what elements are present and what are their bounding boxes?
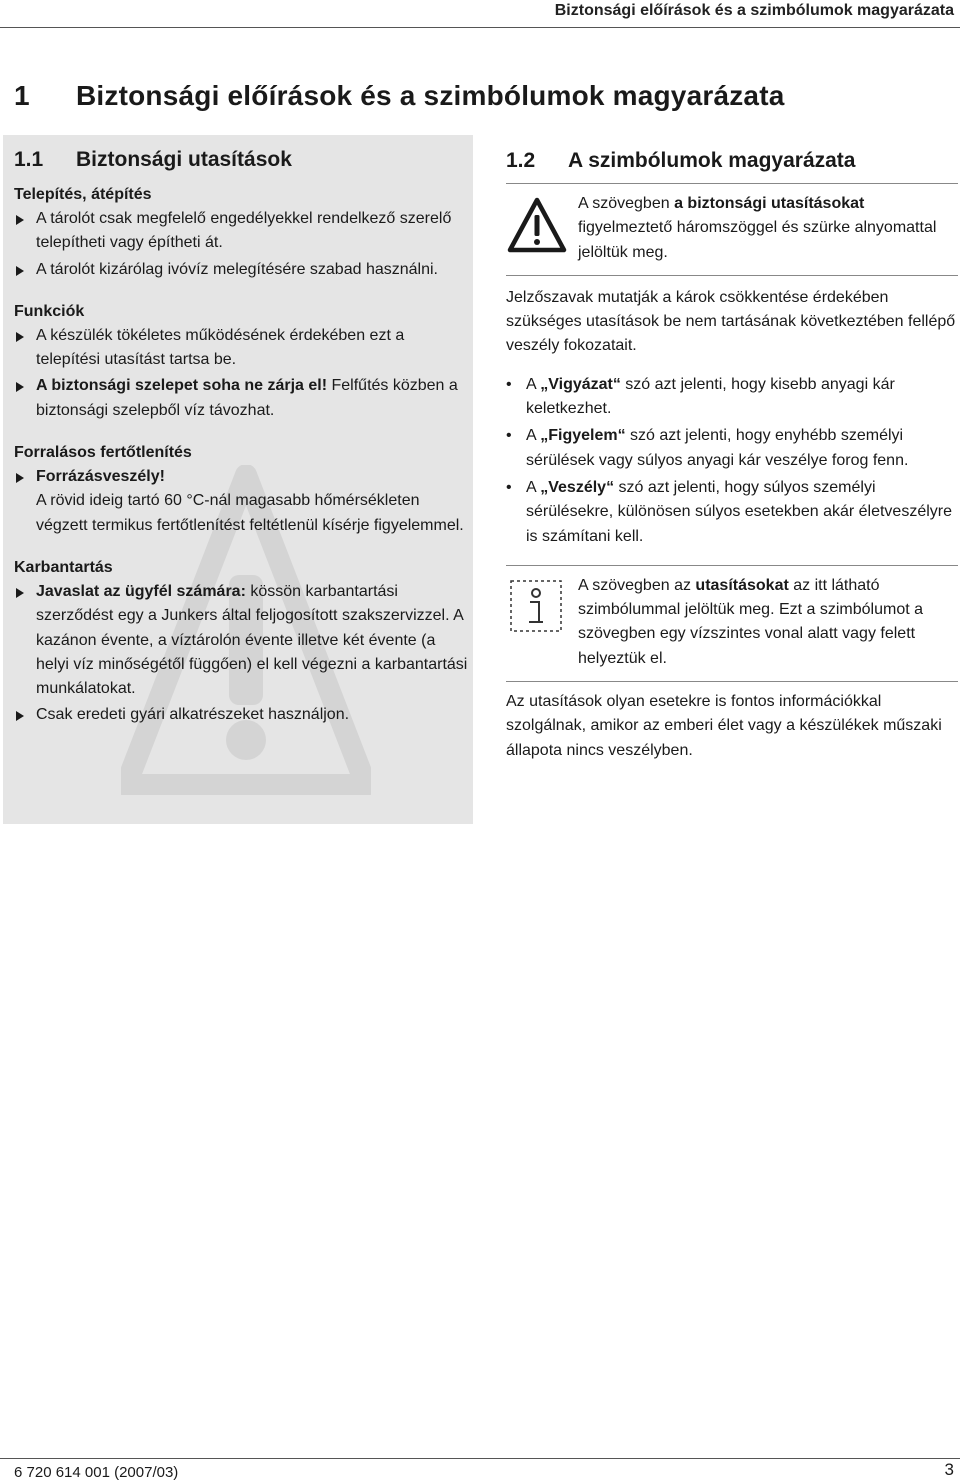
disinfection-list: [14, 465, 469, 538]
triangle-bullet-icon: [16, 332, 24, 342]
info-callout: A szövegben az utasításokat az itt látható szimbólummal jelöltük meg. Ezt a szimbólumot a szövegben egy vízszintes vonal alatt vagy felett helyeztük el.: [506, 565, 958, 682]
warning-callout: A szövegben a biztonsági utasításokat figyelmeztető háromszöggel és szürke alnyomattal jelöltük meg.: [506, 183, 958, 276]
group-title-maintenance: Karbantartás: [14, 558, 113, 576]
installation-list: [14, 207, 469, 282]
section-number: 1.1: [14, 148, 44, 171]
list-item: A biztonsági szelepet soha ne zárja el! Felfűtés közben a biztonsági szelepből víz távozhat.: [14, 374, 469, 423]
document-code: 6 720 614 001 (2007/03): [14, 1464, 179, 1481]
warning-triangle-icon: [506, 196, 568, 254]
section-1-2-heading: [506, 135, 958, 183]
list-item: Forrázásveszély! A rövid ideig tartó 60 °C-nál magasabb hőmérsékleten végzett termikus fertőtlenítést feltétlenül kísérje figyelemmel.: [14, 465, 469, 538]
section-title: A szimbólumok magyarázata: [568, 149, 856, 172]
list-item: Javaslat az ügyfél számára: kössön karbantartási szerződést egy a Junkers által feljogosított szakszervizzel. A kazánon évente, a víztárolón évente illetve két évente (a helyi víz minőségétől függően) el kell végezni a karbantartási munkálatokat.: [14, 580, 469, 701]
signal-words-list: [506, 373, 958, 549]
footer-rule: [0, 1458, 960, 1459]
list-item: A tárolót csak megfelelő engedélyekkel rendelkező szerelő telepítheti vagy építheti át.: [14, 207, 469, 256]
group-title-disinfection: Forralásos fertőtlenítés: [14, 444, 192, 462]
symbols-explanation-column: [506, 135, 958, 763]
list-item: • A „Veszély“ szó azt jelenti, hogy súlyos személyi sérülésekre, különösen súlyos esetekben akár életveszélyre is számítani kell.: [506, 476, 958, 549]
running-header-title: Biztonsági előírások és a szimbólumok magyarázata: [554, 2, 954, 19]
safety-instructions-box: [3, 135, 473, 824]
chapter-title-text: Biztonsági előírások és a szimbólumok magyarázata: [76, 80, 785, 111]
triangle-bullet-icon: [16, 266, 24, 276]
list-item: • A „Figyelem“ szó azt jelenti, hogy enyhébb személyi sérülések vagy súlyos anyagi kár veszélye forog fenn.: [506, 424, 958, 473]
running-header: [0, 0, 960, 28]
signal-words-intro: Jelzőszavak mutatják a károk csökkentése érdekében szükséges utasítások be nem tartásának következtében fellépő veszély fokozatait.: [506, 288, 956, 355]
closing-paragraph: Az utasítások olyan esetekre is fontos információkkal szolgálnak, amikor az emberi élet vagy a készülékek műszaki állapota nincs veszélyben.: [506, 693, 942, 759]
triangle-bullet-icon: [16, 473, 24, 483]
list-item: • A „Vigyázat“ szó azt jelenti, hogy kisebb anyagi kár keletkezhet.: [506, 373, 958, 422]
triangle-bullet-icon: [16, 588, 24, 598]
section-number: 1.2: [506, 149, 536, 172]
bullet-dot-icon: •: [506, 427, 512, 445]
page-number: 3: [944, 1460, 954, 1479]
section-title: Biztonsági utasítások: [76, 148, 292, 171]
group-title-functions: Funkciók: [14, 302, 85, 320]
info-icon: [510, 580, 562, 632]
maintenance-list: [14, 580, 469, 728]
bullet-dot-icon: •: [506, 375, 512, 393]
triangle-bullet-icon: [16, 711, 24, 721]
functions-list: [14, 324, 469, 423]
triangle-bullet-icon: [16, 382, 24, 392]
section-1-1-heading: [14, 145, 469, 183]
chapter-title: [14, 80, 785, 112]
bullet-dot-icon: •: [506, 478, 512, 496]
triangle-bullet-icon: [16, 215, 24, 225]
list-item: A készülék tökéletes működésének érdekében ezt a telepítési utasítást tartsa be.: [14, 324, 469, 373]
group-title-installation: Telepítés, átépítés: [14, 186, 152, 203]
list-item: Csak eredeti gyári alkatrészeket használjon.: [14, 703, 469, 727]
chapter-number: 1: [14, 80, 30, 111]
list-item: A tárolót kizárólag ivóvíz melegítésére szabad használni.: [14, 258, 469, 282]
